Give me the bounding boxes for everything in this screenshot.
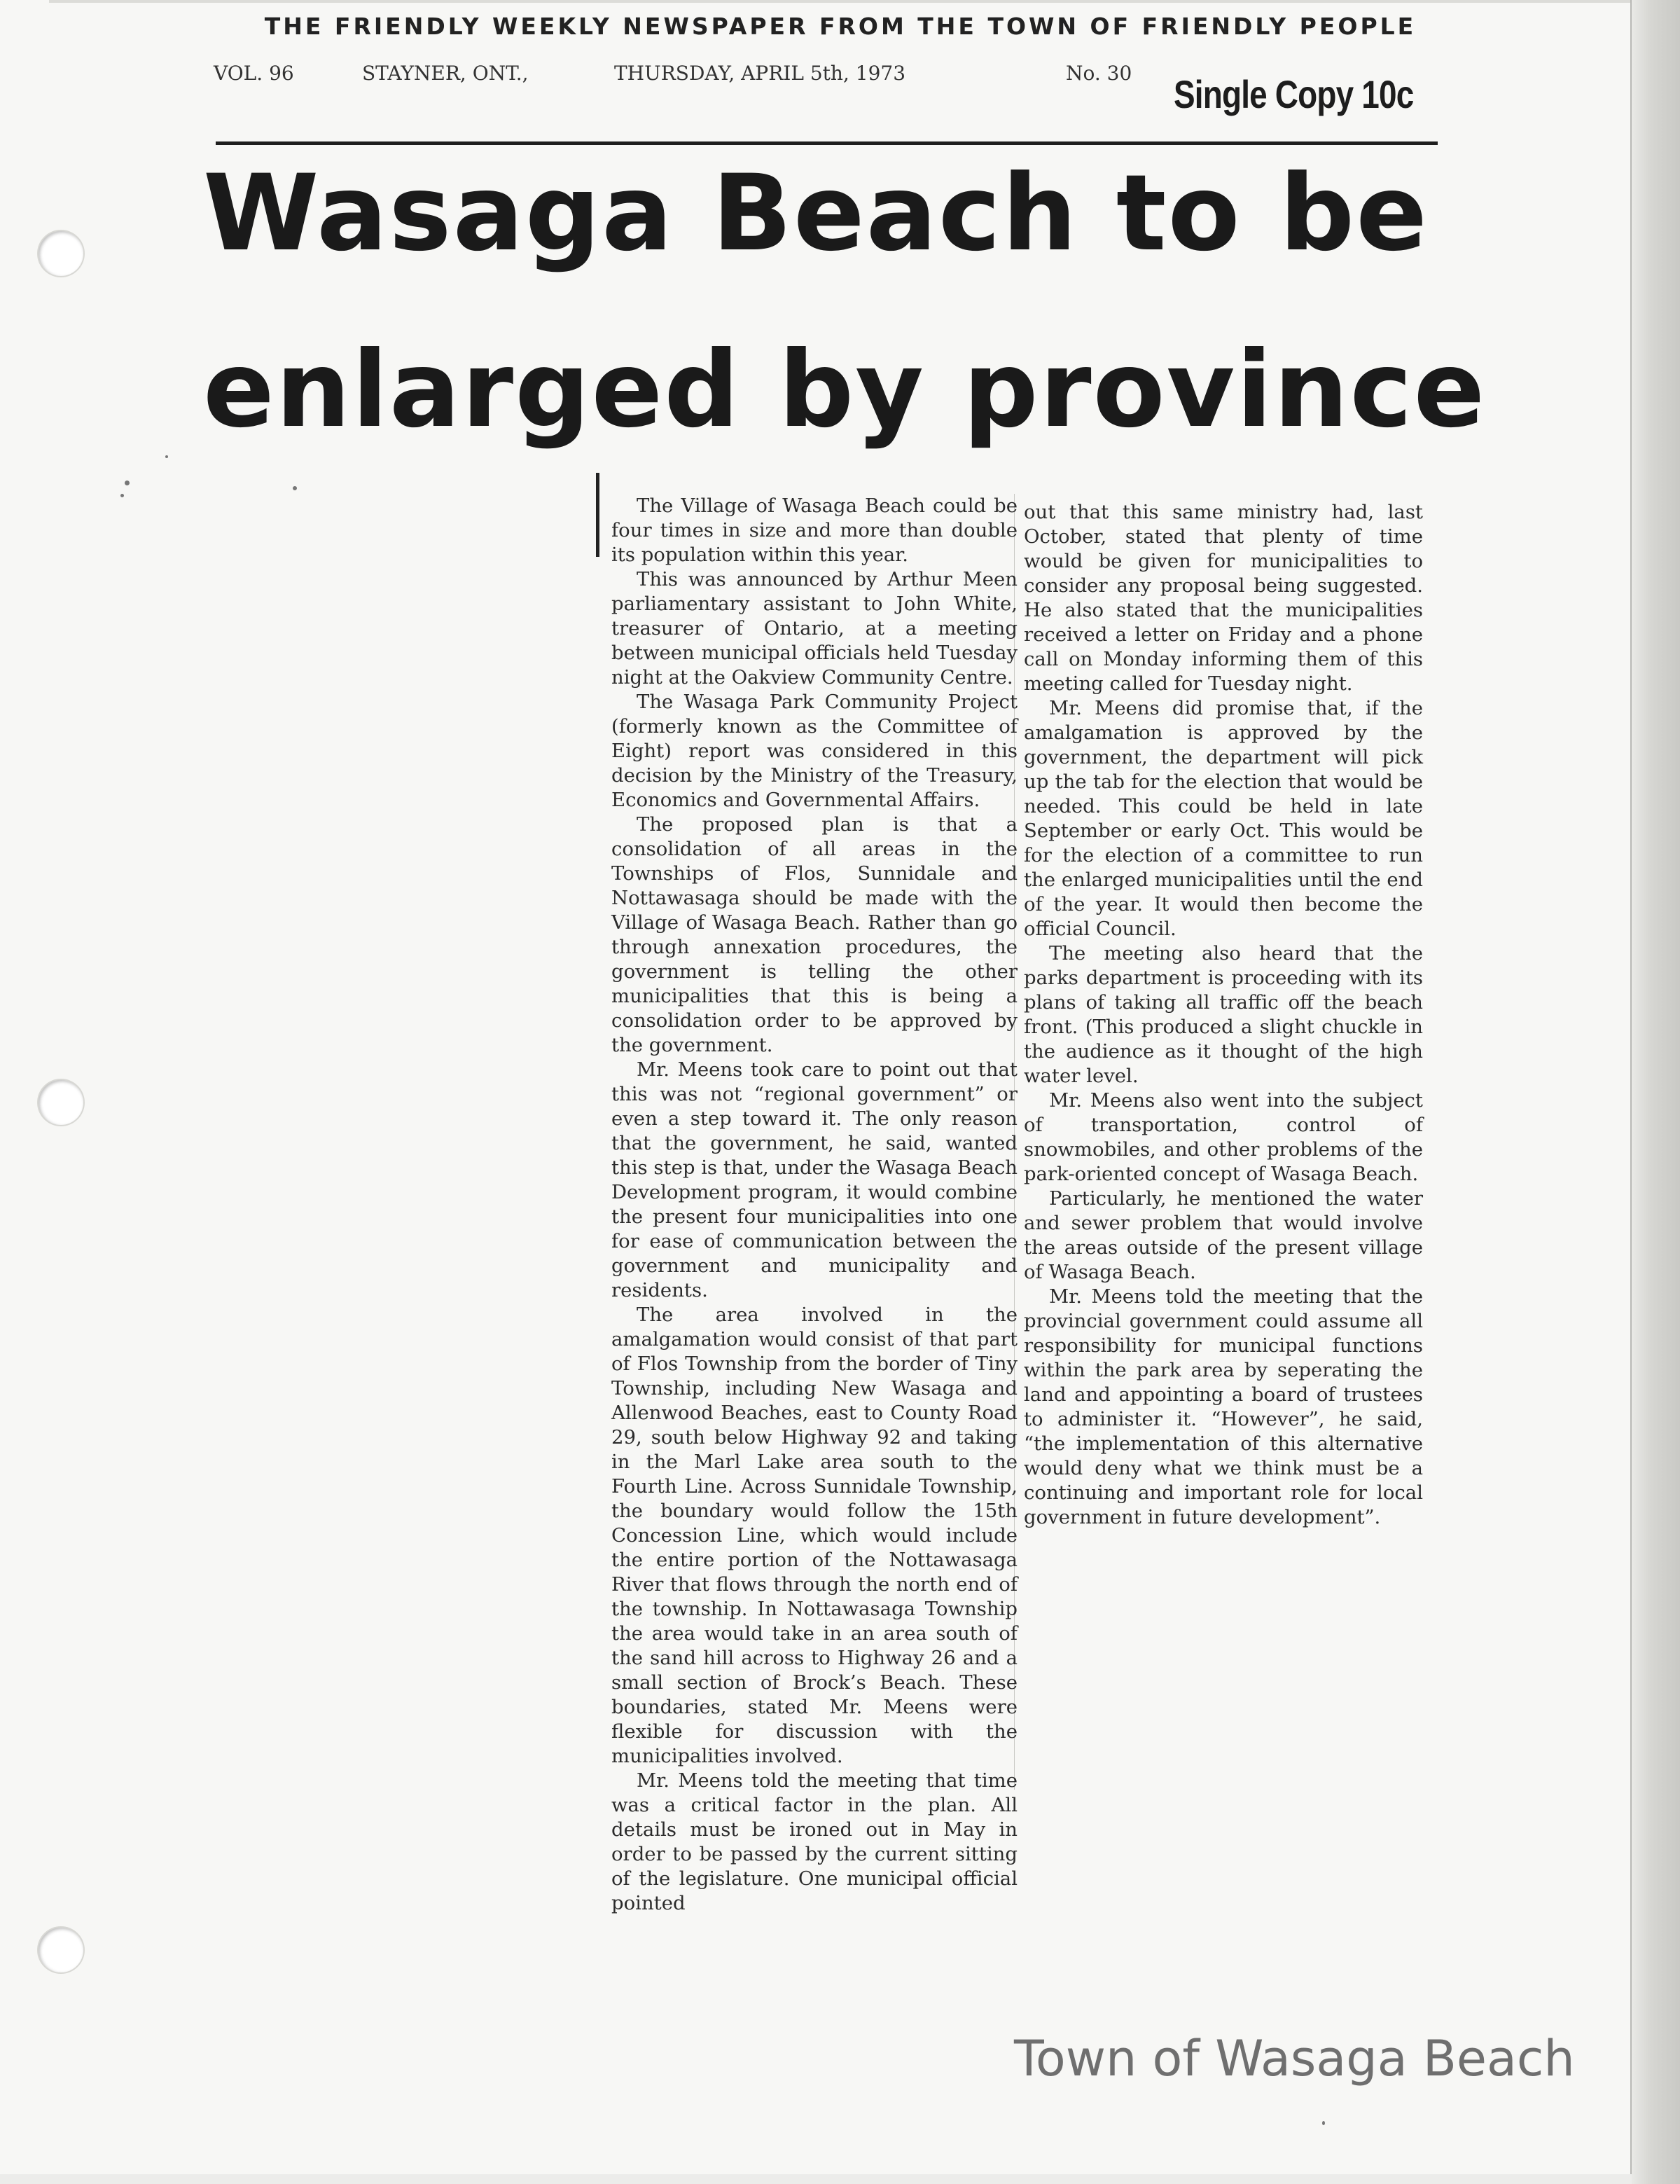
article-paragraph: Particularly, he mentioned the water and sewer problem that would involve the areas outside of the present village of Wasaga Beach. [1024,1187,1423,1283]
paper-speck [293,486,297,490]
article-column-1 [611,494,1018,1916]
punch-hole-top [39,231,83,276]
page-right-margin [1632,0,1680,2184]
watermark-credit: Town of Wasaga Beach [1014,2030,1575,2087]
dateline-place: STAYNER, ONT., [362,62,529,85]
article-paragraph: This was announced by Arthur Meen parliamentary assistant to John White, treasurer of Ontario, at a meeting between municipal officials held Tuesday night at the Oakview Community Centre. [611,568,1018,689]
issue-number: No. 30 [1066,62,1132,85]
article-column-2 [1024,500,1423,1530]
paper-speck [120,494,124,497]
paper-speck [165,455,168,458]
article-paragraph: The Village of Wasaga Beach could be four times in size and more than double its population within this year. [611,495,1018,566]
price-label: Single Copy 10c [1174,72,1414,116]
masthead-rule [216,141,1438,145]
punch-hole-bottom [39,1928,83,1972]
volume-number: VOL. 96 [214,62,294,85]
article-paragraph: The proposed plan is that a consolidation of all areas in the Townships of Flos, Sunnidale and Nottawasaga should be made with the Village of Wasaga Beach. Rather than go through annexation procedures, the government is telling the other municipalities that this is being a consolidation order to be approved by the government. [611,813,1018,1056]
article-paragraph: The meeting also heard that the parks department is proceeding with its plans of taking all traffic off the beach front. (This produced a slight chuckle in the audience as it thought of the high water level. [1024,942,1423,1087]
page-top-edge [49,0,1632,3]
article-paragraph: Mr. Meens also went into the subject of transportation, control of snowmobiles, and other problems of the park-oriented concept of Wasaga Beach. [1024,1089,1423,1185]
article-paragraph: Mr. Meens did promise that, if the amalgamation is approved by the government, the department will pick up the tab for the election that would be needed. This could be held in late September or early Oct. This would be for the election of a committee to run the enlarged municipalities until the end of the year. It would then become the official Council. [1024,697,1423,940]
article-paragraph: Mr. Meens told the meeting that time was a critical factor in the plan. All details must be ironed out in May in order to be passed by the current sitting of the legislature. One municipal official pointed [611,1769,1018,1914]
headline-line-2: enlarged by province [203,329,1487,451]
article-paragraph: Mr. Meens took care to point out that this was not “regional government” or even a step toward it. The only reason that the government, he said, wanted this step is that, under the Wasaga Beach Development program, it would combine the present four municipalities into one for ease of communication between the government and municipality and residents. [611,1058,1018,1301]
masthead-tagline: THE FRIENDLY WEEKLY NEWSPAPER FROM THE TOWN OF FRIENDLY PEOPLE [264,13,1417,40]
column-marker [596,473,599,557]
article-paragraph: The Wasaga Park Community Project (formerly known as the Committee of Eight) report was considered in this decision by the Ministry of the Treasury, Economics and Governmental Affairs. [611,691,1018,811]
article-paragraph: out that this same ministry had, last October, stated that plenty of time would be given for municipalities to consider any proposal being suggested. He also stated that the municipalities received a letter on Friday and a phone call on Monday informing them of this meeting called for Tuesday night. [1024,501,1423,695]
punch-hole-middle [39,1080,83,1125]
headline-line-1: Wasaga Beach to be [203,153,1429,275]
paper-speck [1322,2121,1325,2125]
page-bottom-edge [0,2174,1632,2184]
article-paragraph: Mr. Meens told the meeting that the provincial government could assume all responsibility for municipal functions within the park area by seperating the land and appointing a board of trustees to administer it. “However”, he said, “the implementation of this alternative would deny what we think must be a continuing and important role for local government in future development”. [1024,1285,1423,1528]
paper-speck [125,481,130,485]
dateline-date: THURSDAY, APRIL 5th, 1973 [614,62,906,85]
article-paragraph: The area involved in the amalgamation would consist of that part of Flos Township from the border of Tiny Township, including New Wasaga and Allenwood Beaches, east to County Road 29, south below Highway 92 and taking in the Marl Lake area south to the Fourth Line. Across Sunnidale Township, the boundary would follow the 15th Concession Line, which would include the entire portion of the Nottawasaga River that flows through the north end of the township. In Nottawasaga Township the area would take in an area south of the sand hill across to Highway 26 and a small section of Brock’s Beach. These boundaries, stated Mr. Meens were flexible for discussion with the municipalities involved. [611,1304,1018,1767]
